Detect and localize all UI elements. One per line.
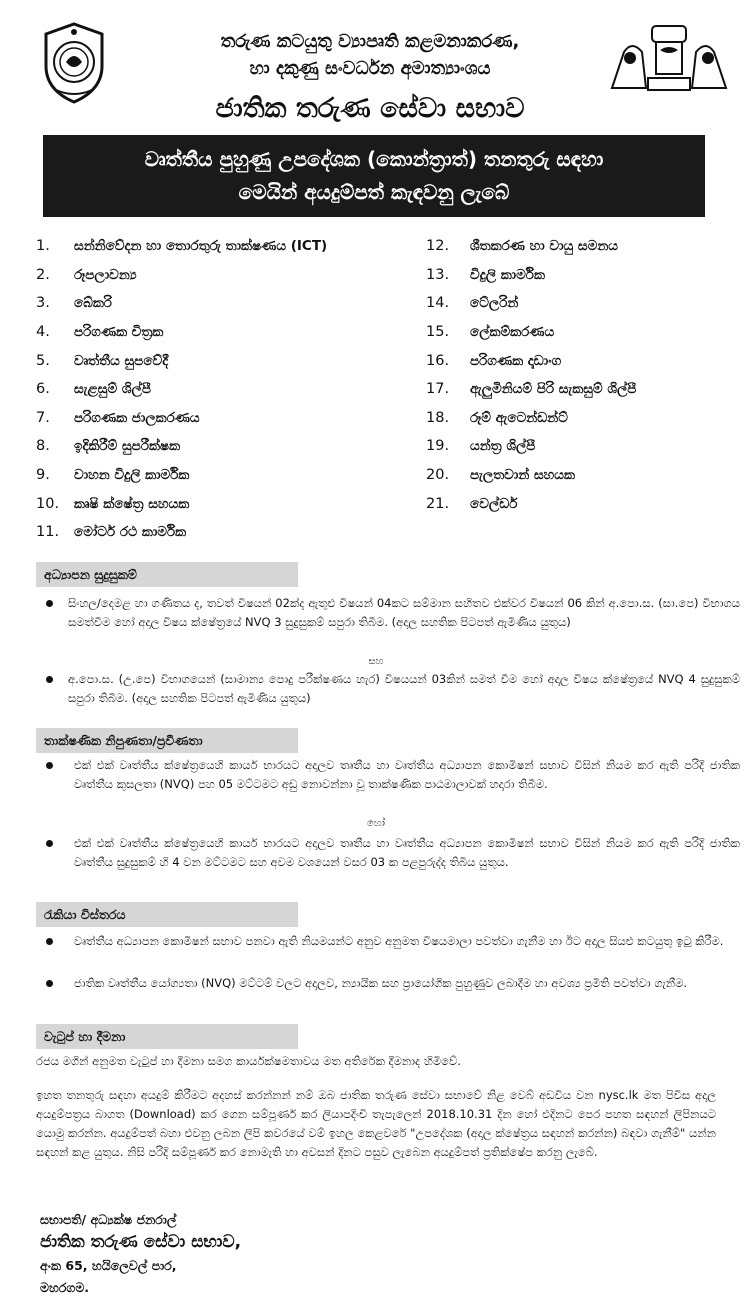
course-item: 2. රූපලාවන්‍ය bbox=[36, 266, 137, 283]
signature-address-line: අංක 65, හයිලෙවල් පාර, bbox=[40, 1258, 177, 1273]
ministry-line-1: තරුණ කටයුතු ව්‍යාපෘති කළමනාකරණ, bbox=[220, 31, 520, 52]
course-item: 18. රූම් ඇටෙන්ඩන්ට් bbox=[426, 409, 568, 426]
signature-title: සභාපති/ අධ්‍යක්ෂ ජනරාල් bbox=[40, 1212, 177, 1227]
course-list bbox=[36, 232, 716, 540]
course-item: 8. ඉදිකිරීම් සුපරීක්ෂක bbox=[36, 438, 181, 455]
banner-line-2: මෙයින් අයදුම්පත් කැඳවනු ලැබේ bbox=[238, 180, 510, 204]
bullet-icon bbox=[46, 938, 53, 945]
banner-line-1: වෘත්තීය පුහුණු උපදේශක (කොන්ත්‍රාත්) තනතුරු සඳහා bbox=[144, 147, 604, 171]
course-item: 6. සැළසුම් ශිල්පී bbox=[36, 381, 151, 398]
course-item: 21. වෙල්ඩර් bbox=[426, 495, 518, 512]
course-item: 20. පැලතවාන් සහයක bbox=[426, 467, 575, 484]
duties-bullet-2: ජාතික වෘත්තීය යෝග්‍යතා (NVQ) මට්ටම් වලට අදාලව, න්‍යායික සහ ප්‍රායෝගික පුහුණුව ලබාදීම හා අවශ්‍ය ප්‍රමිති පවත්වා ගැනීම. bbox=[36, 974, 716, 1014]
duties-bullet-1: වෘත්තීය අධ්‍යාපන කොමිෂන් සභාව පනවා ඇති නියමයන්ට අනුව අනුමත විෂයමාලා පවත්වා ගැනීම හා ඊට අදාල සියළු කටයුතු ඉටු කිරීම. bbox=[36, 932, 716, 972]
course-item: 11. මෝටර් රථ කාර්මික bbox=[36, 524, 187, 541]
course-item: 15. ලේකම්කරණය bbox=[426, 324, 555, 341]
bullet-icon bbox=[46, 762, 53, 769]
duties-heading: රැකියා විස්තරය bbox=[36, 902, 298, 927]
national-emblem-icon bbox=[38, 20, 110, 106]
education-heading: අධ්‍යාපන සුදුසුකම් bbox=[36, 562, 298, 587]
signature-city: මහරගම. bbox=[40, 1280, 90, 1295]
course-item: 19. යන්ත්‍ර ශිල්පී bbox=[426, 438, 536, 455]
course-item: 13. විදුලි කාර්මික bbox=[426, 266, 545, 283]
education-bullet-1: සිංහල/දෙමළ හා ගණිතය ද, තවත් විෂයන් 02ක්ද ඇතුළු විෂයන් 04කට සම්මාන සහිතව එක්වර විෂයන් 06 කින් අ.පො.ස. (සා.පෙ) විභාගය සමත්වීම හෝ අදාල විෂය ක්ෂේත්‍රයේ NVQ 3 සුදුසුකම් සපුරා තිබීම. (අදාල සහතික පිටපත් ඇමිණිය යුතුය) bbox=[36, 594, 716, 652]
technical-heading: තාක්ෂණික නිපුණතා/ප්‍රවීණතා bbox=[36, 728, 298, 753]
ministry-name bbox=[110, 28, 630, 82]
course-item: 1. සන්නිවේදන හා තොරතුරු තාක්ෂණය (ICT) bbox=[36, 238, 328, 255]
course-column-left bbox=[36, 232, 426, 547]
course-item: 7. පරිගණක ජාලකරණය bbox=[36, 409, 200, 426]
course-item: 12. ශීතකරණ හා වායු සමනය bbox=[426, 238, 618, 255]
course-item: 3. බේකරි bbox=[36, 295, 112, 312]
course-item: 10. කෘෂි ක්ෂේත්‍ර සහයක bbox=[36, 495, 190, 512]
ministry-line-2: හා දකුණු සංවර්ධන අමාත්‍යාංශය bbox=[249, 58, 491, 79]
bullet-icon bbox=[46, 600, 53, 607]
application-text: ඉහත තනතුරු සඳහා අයදුම් කිරීමට අදහස් කරන්නන් නම් ඔබ ජාතික තරුණ සේවා සභාවේ නිළ වෙබ් අඩවිය වන nysc.lk මත පිවිස අදාල අයදුම්පත්‍රය බාගත (Download) කර ගෙන සම්පූර්ණ කර ලියාපදිංචි තැපැලෙන් 2018.10.31 දින හෝ එදිනට පෙර පහත සඳහන් ලිපිනයට යොමු කරන්න. අයදුම්පත් බහා එවනු ලබන ලිපි කවරයේ වම් ඉහල කෙළවරේ "උපදේශක (අදාල ක්ෂේත්‍රය සඳහන් කරන්න) බඳවා ගැනීම්" යන්න සඳහන් කළ යුතුය. නිසි පරිදි සම්පූර්ණ කර නොමැති හා අවසන් දිනට පසුව ලැබෙන අයදුම්පත් ප්‍රතික්ෂේප කරනු ලැබේ. bbox=[36, 1088, 716, 1159]
bullet-icon bbox=[46, 676, 53, 683]
technical-bullet-1: එක් එක් වෘත්තීය ක්ෂේත්‍රයෙහි කාර්ය භාරයට අදාලව තෘතීය හා වෘත්තීය අධ්‍යාපන කොමිෂන් සභාව විසින් නියම කර ඇති පරිදි ජාතික වෘත්තීය කුසලතා (NVQ) පහ 05 මට්ටමට අඩු නොවන්නා වූ තාක්ෂණික පාඨමාලාවක් හදාරා තිබීම. bbox=[36, 756, 716, 814]
education-bullet-2: අ.පො.ස. (උ.පෙ) විභාගයෙන් (සාමාන්‍ය පොදු පරීක්ෂණය හැර) විෂයයන් 03කින් සමත් වීම හෝ අදාල විෂය ක්ෂේත්‍රයේ NVQ 4 සුදුසුකම් සපුරා තිබීම. (අදාල සහතික පිටපත් ඇමිණිය යුතුය) bbox=[36, 670, 716, 710]
course-item: 5. වෘත්තීය සුපවේදී bbox=[36, 352, 169, 369]
course-item: 14. ටේලරින් bbox=[426, 295, 519, 312]
council-name: ජාතික තරුණ සේවා සභාව bbox=[215, 93, 525, 124]
bullet-icon bbox=[46, 840, 53, 847]
bullet-icon bbox=[46, 980, 53, 987]
course-item: 16. පරිගණක දෘඩාංග bbox=[426, 352, 562, 369]
lion-crest-icon bbox=[608, 22, 730, 96]
course-item: 4. පරිගණක චිත්‍රක bbox=[36, 324, 164, 341]
salary-text: රජය මගින් අනුමත වැටුප් හා දීමනා සමග කාර්යක්ෂමතාවය මත අතිරේක දීමනාද හිමිවේ. bbox=[36, 1054, 461, 1068]
title-banner bbox=[43, 135, 705, 217]
course-column-right bbox=[426, 232, 716, 518]
technical-bullet-2: එක් එක් වෘත්තීය ක්ෂේත්‍රයෙහි කාර්ය භාරයට අදාලව තෘතීය හා වෘත්තීය අධ්‍යාපන කොමිෂන් සභාව විසින් නියම කර ඇති පරිදි ජාතික වෘත්තීය සුදුසුකම් හි 4 වන මට්ටමට සහ අවම වශයෙන් වසර 03 ක පළපුරුද්ද තිබිය යුතුය. bbox=[36, 834, 716, 892]
course-item: 9. වාහන විදුලි කාර්මික bbox=[36, 467, 190, 484]
education-and-label: සහ bbox=[368, 656, 384, 667]
salary-heading: වැටුප් හා දීමනා bbox=[36, 1024, 298, 1049]
course-item: 17. ඇලුමිනියම් පිරි සැකසුම් ශිල්පී bbox=[426, 381, 637, 398]
technical-or-label: හෝ bbox=[367, 818, 385, 829]
signature-organization: ජාතික තරුණ සේවා සභාව, bbox=[40, 1232, 242, 1252]
